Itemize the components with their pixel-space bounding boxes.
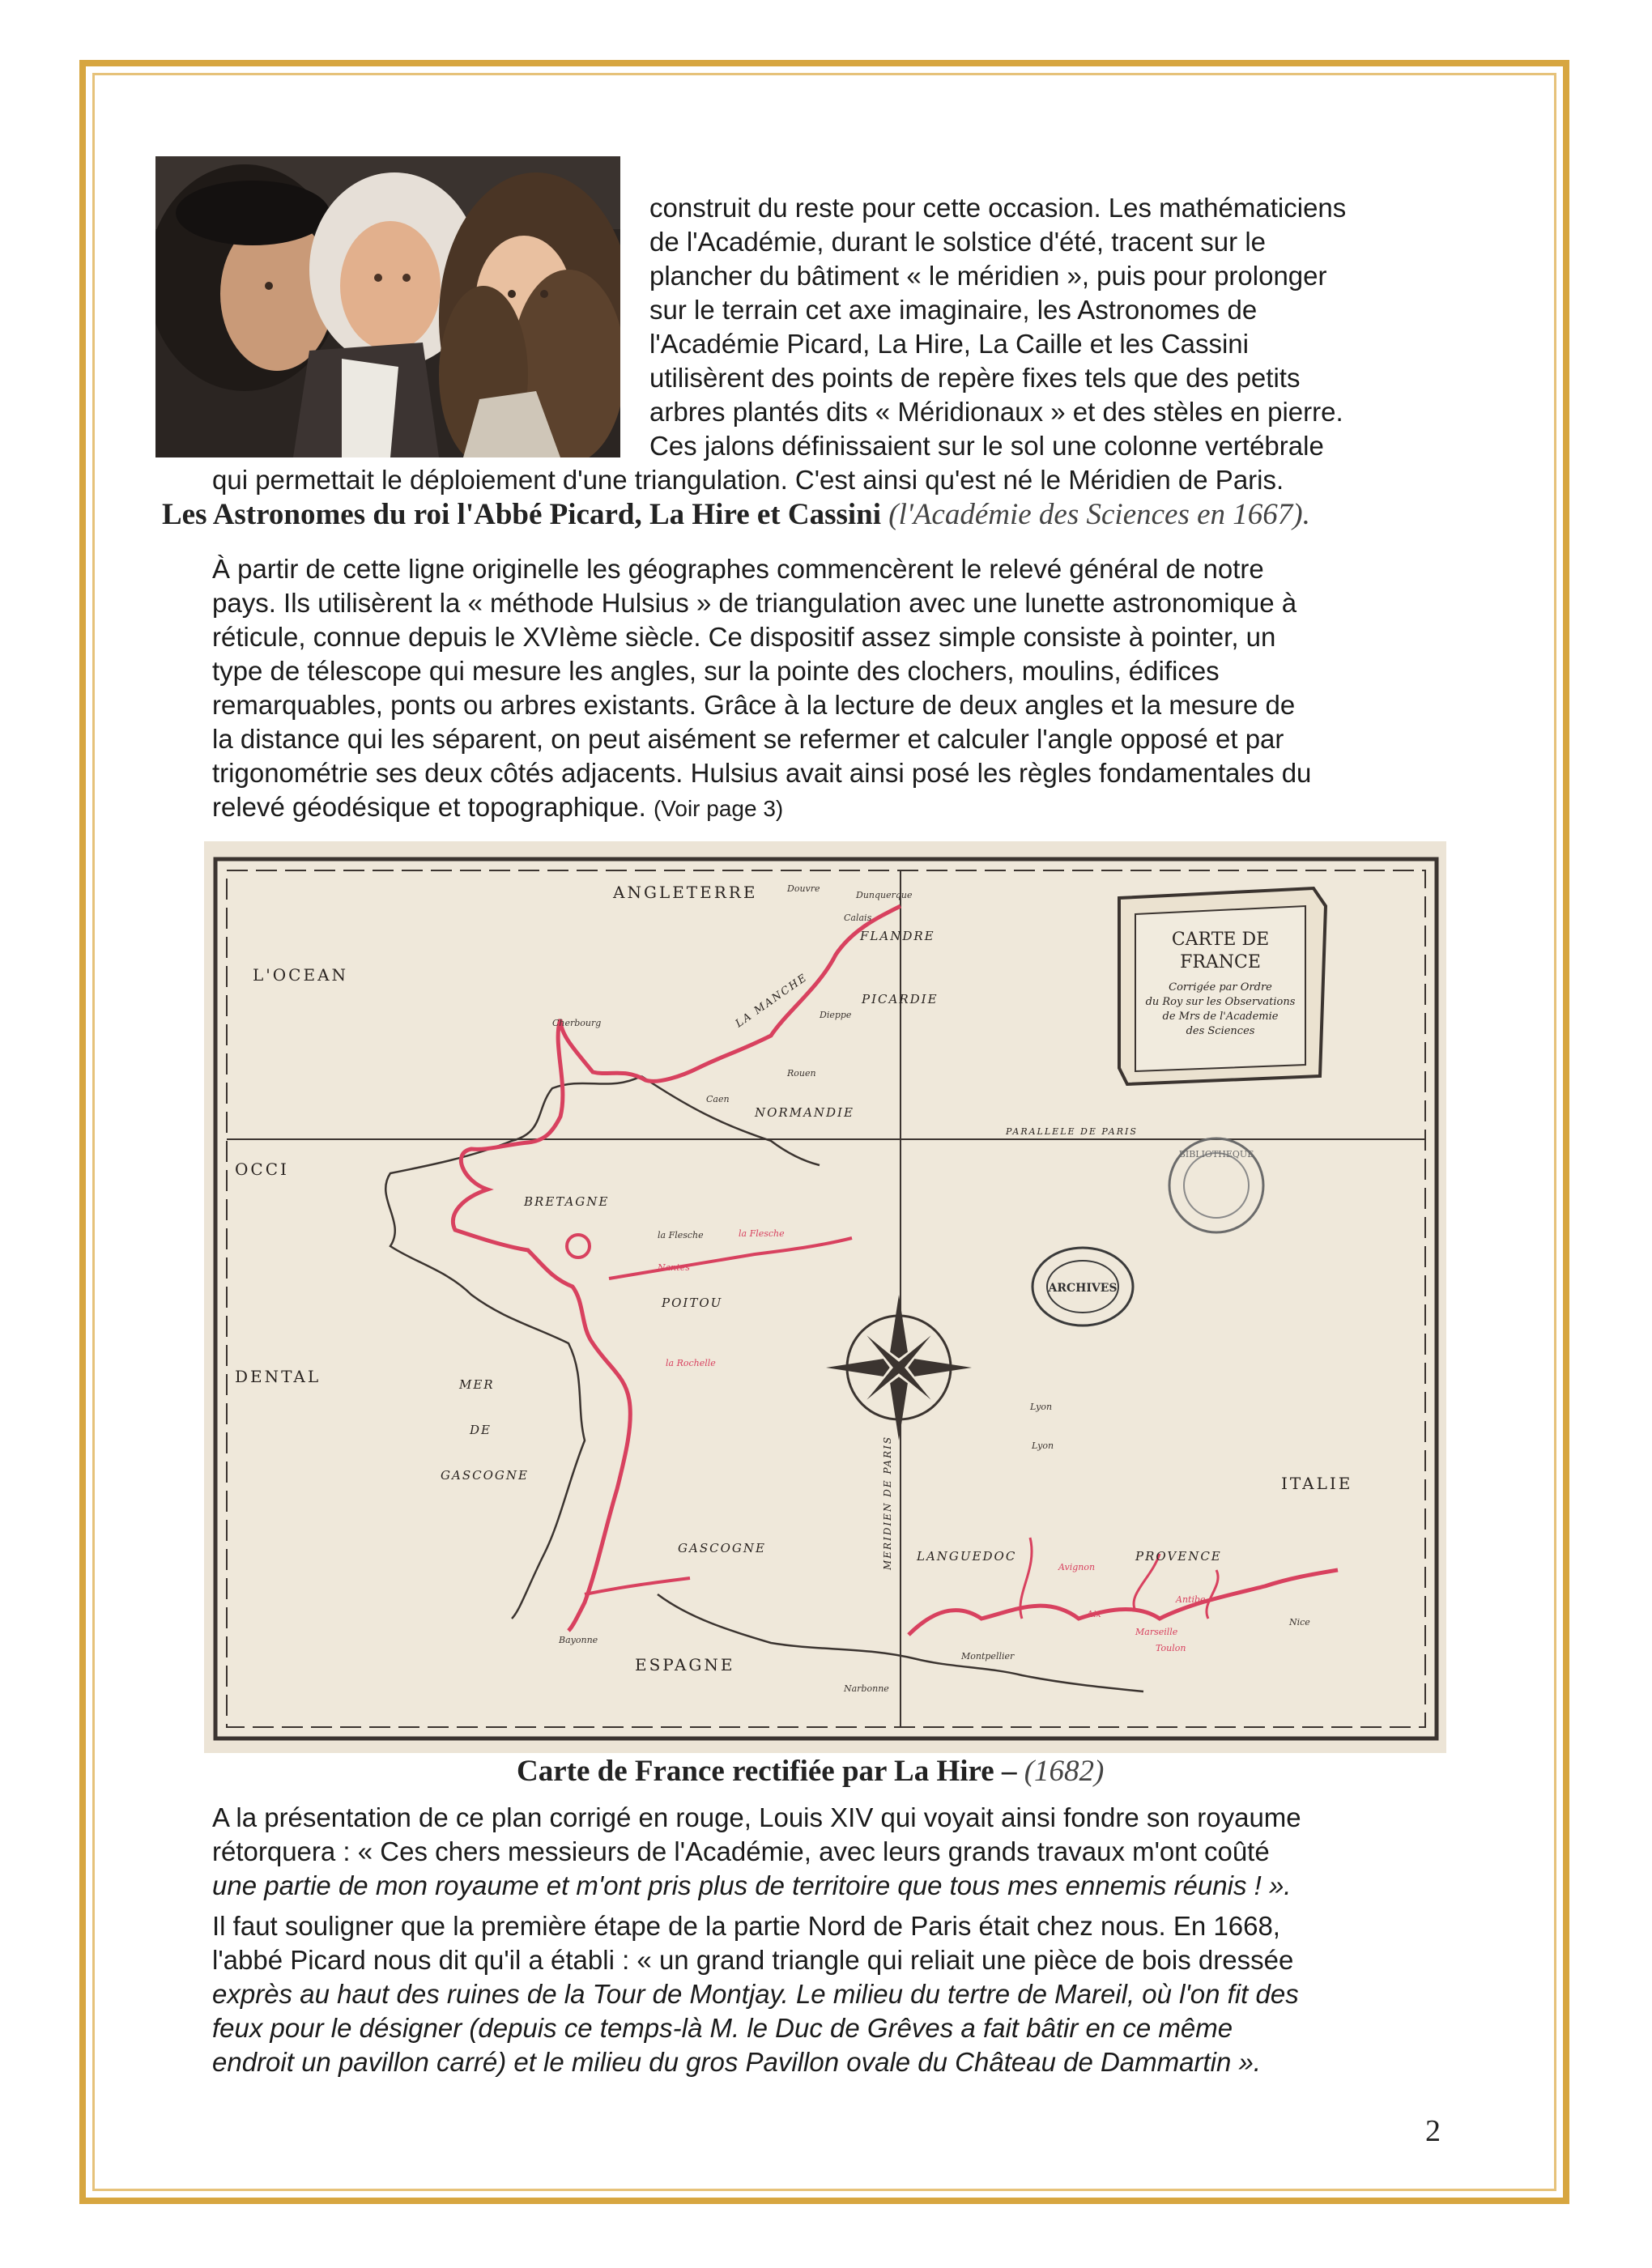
intro-last-line: qui permettait le déploiement d'une triangulation. C'est ainsi qu'est né le Méridien de Paris.: [212, 465, 1284, 495]
label-bretagne: BRETAGNE: [524, 1194, 610, 1209]
hulsius-line: type de télescope qui mesure les angles, sur la pointe des clochers, moulins, édifices: [212, 656, 1220, 686]
hulsius-paragraph: [212, 552, 1469, 826]
town-cherbourg: Cherbourg: [552, 1018, 602, 1028]
louis-xiv-paragraph: [212, 1801, 1469, 1903]
town-nantes: Nantes: [658, 1262, 690, 1273]
map-caption-year: (1682): [1024, 1755, 1105, 1788]
see-page-note: (Voir page 3): [653, 796, 784, 821]
louis-line: A la présentation de ce plan corrigé en rouge, Louis XIV qui voyait ainsi fondre son royaume: [212, 1802, 1301, 1832]
stamp-2-text: ARCHIVES: [1048, 1282, 1118, 1295]
intro-line: Ces jalons définissaient sur le sol une colonne vertébrale: [649, 431, 1324, 461]
town-lyon-2: Lyon: [1032, 1440, 1054, 1451]
portrait-image: [155, 156, 620, 457]
label-manche: LA MANCHE: [733, 971, 811, 1031]
town-montpellier: Montpellier: [961, 1651, 1015, 1662]
intro-line: l'Académie Picard, La Hire, La Caille et les Cassini: [649, 329, 1249, 359]
town-bayonne: Bayonne: [559, 1635, 598, 1645]
label-parallele: PARALLELE DE PARIS: [1006, 1126, 1138, 1137]
portrait-caption-subtitle: (l'Académie des Sciences en 1667).: [888, 498, 1310, 531]
page-number: 2: [1425, 2114, 1441, 2148]
town-marseille: Marseille: [1135, 1627, 1178, 1637]
label-ocean: L'OCEAN: [253, 965, 349, 985]
town-toulon: Toulon: [1156, 1643, 1186, 1653]
town-aix: Aix: [1087, 1609, 1101, 1619]
label-languedoc: LANGUEDOC: [917, 1549, 1017, 1564]
town-rochelle: la Rochelle: [666, 1358, 716, 1368]
town-antibe: Antibe: [1176, 1594, 1206, 1605]
hulsius-last-line: [212, 790, 1469, 826]
intro-line: plancher du bâtiment « le méridien », puis pour prolonger: [649, 261, 1327, 291]
label-picardie: PICARDIE: [862, 992, 939, 1006]
carte-de-france-map: [204, 841, 1446, 1753]
label-angleterre: ANGLETERRE: [613, 883, 758, 902]
montjay-line: Il faut souligner que la première étape de la partie Nord de Paris était chez nous. En 1668,: [212, 1911, 1280, 1941]
cartouche-title-1: CARTE DE: [1171, 930, 1270, 950]
hulsius-line: pays. Ils utilisèrent la « méthode Hulsius » de triangulation avec une lunette astronomique à: [212, 588, 1297, 618]
montjay-last-line: endroit un pavillon carré) et le milieu du gros Pavillon ovale du Château de Dammartin ».: [212, 2047, 1262, 2077]
town-flesche-2: la Flesche: [739, 1228, 785, 1239]
label-dental: DENTAL: [235, 1367, 321, 1386]
montjay-line: l'abbé Picard nous dit qu'il a établi : « un grand triangle qui reliait une pièce de bois dressée: [212, 1945, 1294, 1975]
intro-line: de l'Académie, durant le solstice d'été, tracent sur le: [649, 227, 1266, 257]
intro-line: arbres plantés dits « Méridionaux » et des stèles en pierre.: [649, 397, 1343, 427]
cartouche-sub-3: de Mrs de l'Academie: [1162, 1011, 1279, 1023]
town-lyon-1: Lyon: [1030, 1402, 1053, 1412]
town-douvre: Douvre: [787, 883, 820, 894]
label-poitou: POITOU: [662, 1296, 723, 1310]
intro-line: sur le terrain cet axe imaginaire, les Astronomes de: [649, 295, 1258, 325]
intro-line: utilisèrent des points de repère fixes tels que des petits: [649, 363, 1301, 393]
label-gascogne: GASCOGNE: [678, 1541, 766, 1555]
intro-line: construit du reste pour cette occasion. Les mathématiciens: [649, 193, 1347, 223]
town-nice: Nice: [1289, 1617, 1310, 1628]
hulsius-last-text: relevé géodésique et topographique.: [212, 792, 646, 822]
cartouche-title-2: FRANCE: [1180, 952, 1261, 972]
hulsius-line: la distance qui les séparent, on peut aisément se refermer et calculer l'angle opposé et par: [212, 724, 1284, 754]
label-flandre: FLANDRE: [860, 929, 935, 943]
montjay-line: feux pour le désigner (depuis ce temps-là M. le Duc de Grêves a fait bâtir en ce même: [212, 2013, 1233, 2043]
portrait-caption: [162, 497, 1310, 532]
map-cartouche: [1119, 888, 1326, 1084]
town-rouen: Rouen: [787, 1068, 816, 1079]
town-dunkerque: Dunquerque: [856, 890, 913, 900]
town-caen: Caen: [706, 1094, 730, 1104]
label-provence: PROVENCE: [1135, 1549, 1222, 1564]
montjay-line: exprès au haut des ruines de la Tour de Montjay. Le milieu du tertre de Mareil, où l'on fit des: [212, 1979, 1299, 2009]
cartouche-sub-1: Corrigée par Ordre: [1169, 981, 1272, 994]
louis-line: rétorquera : « Ces chers messieurs de l'Académie, avec leurs grands travaux m'ont coûté: [212, 1836, 1270, 1866]
cartouche-sub-2: du Roy sur les Observations: [1145, 996, 1296, 1008]
map-drawing: [204, 841, 1446, 1753]
label-de: DE: [470, 1423, 492, 1437]
astronomers-portrait: [155, 156, 620, 457]
town-narbonne: Narbonne: [844, 1683, 889, 1694]
stamp-1-text: BIBLIOTHEQUE: [1178, 1149, 1254, 1160]
hulsius-line: trigonométrie ses deux côtés adjacents. Hulsius avait ainsi posé les règles fondamentales du: [212, 758, 1312, 788]
town-avignon: Avignon: [1058, 1562, 1096, 1572]
cartouche-sub-4: des Sciences: [1186, 1025, 1255, 1037]
label-mer: MER: [459, 1377, 495, 1392]
label-normandie: NORMANDIE: [755, 1105, 854, 1120]
label-occi: OCCI: [235, 1160, 289, 1179]
hulsius-line: remarquables, ponts ou arbres existants. Grâce à la lecture de deux angles et la mesure de: [212, 690, 1296, 720]
label-espagne: ESPAGNE: [635, 1655, 735, 1674]
intro-paragraph: [649, 191, 1468, 463]
label-meridien: MERIDIEN DE PARIS: [882, 1435, 893, 1570]
montjay-paragraph: [212, 1909, 1469, 2079]
map-caption: [517, 1754, 1104, 1789]
label-gascogne-sea: GASCOGNE: [441, 1468, 529, 1483]
portrait-caption-title: Les Astronomes du roi l'Abbé Picard, La Hire et Cassini: [162, 498, 882, 531]
town-dieppe: Dieppe: [820, 1010, 852, 1020]
hulsius-line: réticule, connue depuis le XVIème siècle. Ce dispositif assez simple consiste à pointer, un: [212, 622, 1276, 652]
town-flesche-1: la Flesche: [658, 1230, 704, 1240]
label-italie: ITALIE: [1281, 1474, 1353, 1493]
louis-last-line: une partie de mon royaume et m'ont pris plus de territoire que tous mes ennemis réunis ! ».: [212, 1870, 1292, 1900]
hulsius-line: À partir de cette ligne originelle les géographes commencèrent le relevé général de notre: [212, 554, 1264, 584]
map-caption-title: Carte de France rectifiée par La Hire –: [517, 1755, 1017, 1788]
town-calais: Calais: [844, 913, 872, 923]
